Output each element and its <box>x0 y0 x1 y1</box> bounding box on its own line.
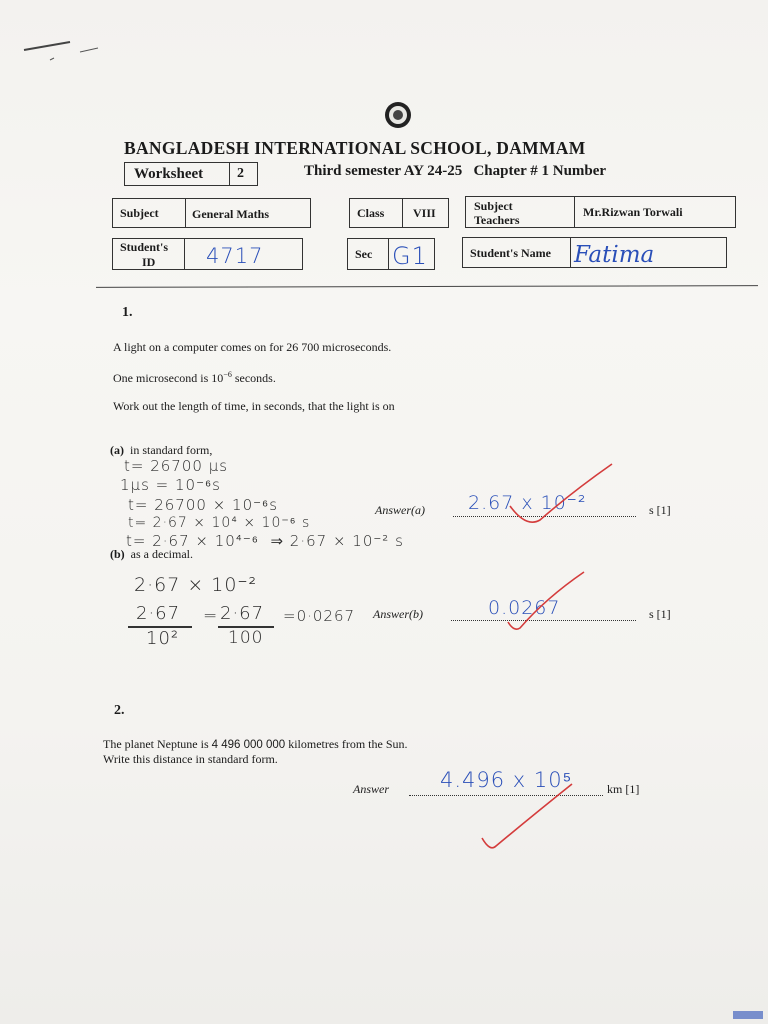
divider <box>185 199 186 227</box>
stray-pen-mark <box>20 38 110 68</box>
question-1-line-2: One microsecond is $10^{-6}$ seconds. <box>113 370 276 385</box>
student-id-label-1: Student's <box>120 240 169 254</box>
question-1-line-3: Work out the length of time, in seconds, that the light is on <box>113 399 395 413</box>
scanner-logo <box>733 1011 763 1019</box>
student-name-value: Fatima <box>574 242 655 268</box>
student-id-label-2: ID <box>142 255 156 269</box>
work-b-fraction-2-num: 2·67 <box>220 603 265 624</box>
work-b-fraction-1-num: 2·67 <box>136 603 181 624</box>
school-logo <box>381 100 415 130</box>
work-a-line-4: t= 2·67 × 10⁴ × 10⁻⁶ s <box>128 515 311 531</box>
answer-b-value: 0.0267 <box>488 597 561 619</box>
part-b-label: (b) <box>110 547 125 561</box>
question-1-line-1: A light on a computer comes on for 26 700 microseconds. <box>113 340 392 354</box>
divider <box>402 199 403 227</box>
teachers-label-1: Subject <box>474 199 513 213</box>
class-value: VIII <box>413 206 436 220</box>
class-label: Class <box>357 206 385 220</box>
work-b-equals: = <box>203 606 219 626</box>
part-a-text: in standard form, <box>130 443 213 457</box>
divider <box>388 239 389 269</box>
answer-b-label: Answer(b) <box>373 607 423 621</box>
answer-a-unit: s [1] <box>649 503 671 517</box>
sec-label: Sec <box>355 247 373 261</box>
part-b-text: as a decimal. <box>130 547 193 561</box>
divider <box>574 197 575 227</box>
work-b-line-1: 2·67 × 10⁻² <box>134 574 258 596</box>
header-divider-line <box>96 285 758 288</box>
part-a-heading <box>110 443 212 458</box>
answer-a-value: 2.67 x 10⁻² <box>468 492 587 514</box>
divider <box>570 238 571 267</box>
question-2-line-1: The planet Neptune is 4 496 000 000 kilometres from the Sun. <box>103 737 408 751</box>
answer-2-value: 4.496 x 10⁵ <box>440 768 573 792</box>
worksheet-box <box>124 162 258 186</box>
school-name: BANGLADESH INTERNATIONAL SCHOOL, DAMMAM <box>124 138 586 158</box>
work-a-line-5: t= 2·67 × 10⁴⁻⁶ ⇒ 2·67 × 10⁻² s <box>126 532 404 550</box>
worksheet-label: Worksheet <box>134 166 204 182</box>
question-1-number: 1. <box>122 305 133 320</box>
tick-mark-2 <box>478 780 578 860</box>
subject-label: Subject <box>120 206 159 220</box>
divider <box>184 239 185 269</box>
part-a-label: (a) <box>110 443 124 457</box>
work-a-line-1: t= 26700 µs <box>124 457 229 475</box>
tick-mark-b <box>500 568 590 638</box>
work-b-fraction-1-den: 10² <box>146 628 180 649</box>
answer-2-unit: km [1] <box>607 782 640 796</box>
divider <box>229 163 230 185</box>
work-b-result: =0·0267 <box>283 607 356 625</box>
sec-value: G1 <box>392 242 428 270</box>
worksheet-number: 2 <box>237 166 244 181</box>
work-a-line-2: 1µs = 10⁻⁶s <box>120 476 221 494</box>
answer-a-label: Answer(a) <box>375 503 425 517</box>
tick-mark-a <box>500 462 620 532</box>
student-id-value: 4717 <box>206 244 264 268</box>
subject-value: General Maths <box>192 207 269 221</box>
question-2-number: 2. <box>114 703 125 718</box>
student-name-label: Student's Name <box>470 246 552 260</box>
answer-2-label: Answer <box>353 782 389 796</box>
question-2-line-2: Write this distance in standard form. <box>103 752 278 766</box>
teachers-value: Mr.Rizwan Torwali <box>583 205 683 219</box>
part-b-heading <box>110 547 193 562</box>
work-b-fraction-2-den: 100 <box>228 628 264 648</box>
answer-b-unit: s [1] <box>649 607 671 621</box>
work-a-line-3: t= 26700 × 10⁻⁶s <box>128 496 279 514</box>
teachers-label-2: Teachers <box>474 213 520 227</box>
semester-line: Third semester AY 24-25 Chapter # 1 Number <box>304 163 607 179</box>
